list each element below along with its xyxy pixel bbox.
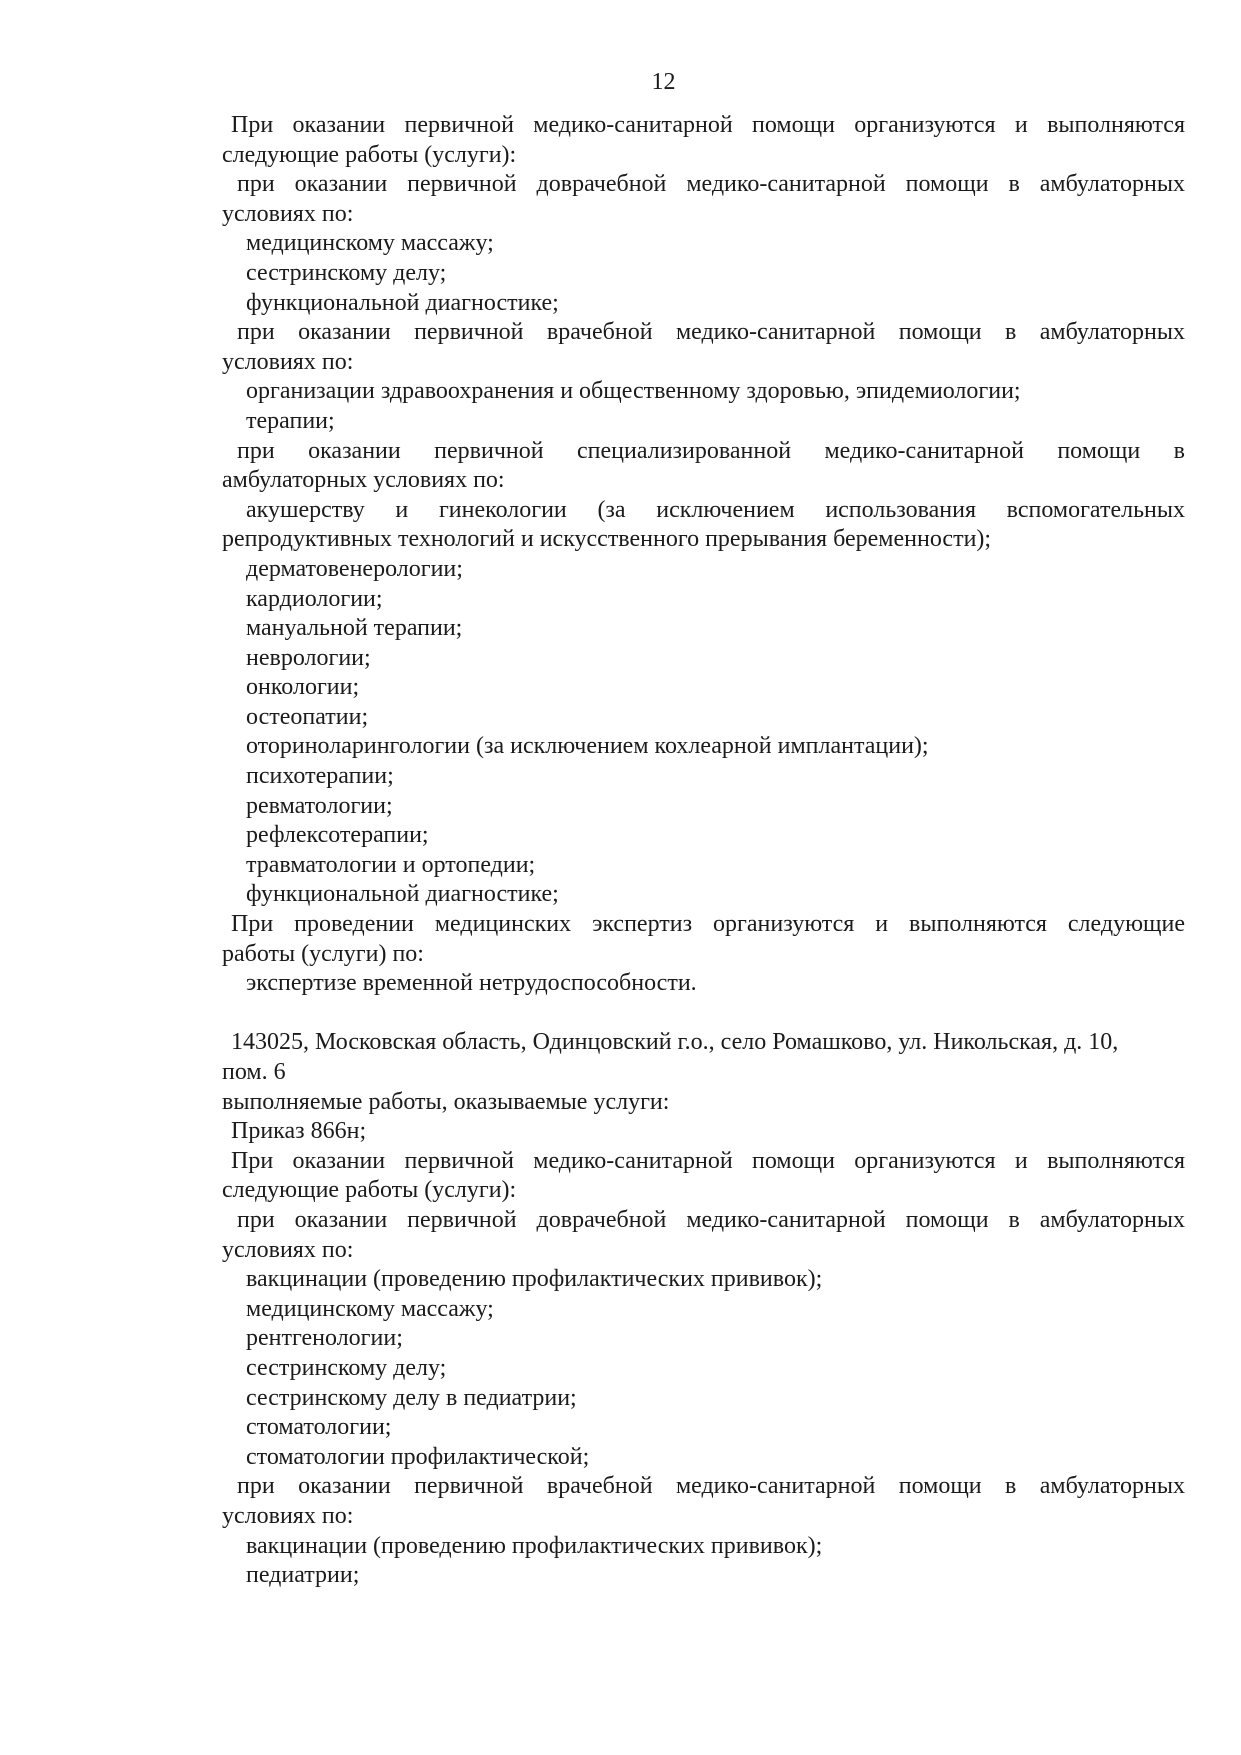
text-line: следующие работы (услуги):	[222, 141, 517, 168]
text-line: онкологии;	[246, 674, 360, 701]
text-line: функциональной диагностике;	[246, 881, 559, 908]
text-line: организации здравоохранения и общественному здоровью, эпидемиологии;	[246, 378, 1021, 405]
text-line: стоматологии профилактической;	[246, 1443, 590, 1470]
text-line: сестринскому делу;	[246, 1354, 447, 1381]
text-line: вакцинации (проведению профилактических прививок);	[246, 1532, 823, 1559]
text-line: при оказании первичной доврачебной медико-санитарной помощи в амбулаторных	[237, 171, 1185, 198]
text-line: работы (услуги) по:	[222, 940, 424, 967]
text-line: неврологии;	[246, 644, 371, 671]
text-line: рентгенологии;	[246, 1325, 403, 1352]
text-line: мануальной терапии;	[246, 615, 463, 642]
text-line: при оказании первичной врачебной медико-санитарной помощи в амбулаторных	[237, 1473, 1185, 1500]
text-line: При проведении медицинских экспертиз организуются и выполняются следующие	[231, 911, 1185, 938]
text-line: сестринскому делу в педиатрии;	[246, 1384, 577, 1411]
text-line: кардиологии;	[246, 585, 383, 612]
text-line: пом. 6	[222, 1059, 286, 1085]
text-line: медицинскому массажу;	[246, 230, 494, 257]
text-line: при оказании первичной доврачебной медико-санитарной помощи в амбулаторных	[237, 1206, 1185, 1233]
text-line: 143025, Московская область, Одинцовский г.о., село Ромашково, ул. Никольская, д. 10,	[231, 1029, 1119, 1056]
text-line: амбулаторных условиях по:	[222, 467, 505, 494]
text-line: условиях по:	[222, 348, 354, 375]
text-line: при оказании первичной специализированной медико-санитарной помощи в	[237, 437, 1185, 464]
text-line: медицинскому массажу;	[246, 1295, 494, 1322]
text-line: условиях по:	[222, 1502, 354, 1529]
text-line: При оказании первичной медико-санитарной помощи организуются и выполняются	[231, 112, 1185, 138]
text-line: рефлексотерапии;	[246, 822, 429, 849]
text-line: условиях по:	[222, 200, 354, 227]
text-line: ревматологии;	[246, 792, 393, 819]
text-line: следующие работы (услуги):	[222, 1177, 517, 1204]
text-line: оториноларингологии (за исключением кохлеарной имплантации);	[246, 733, 929, 760]
text-line: сестринскому делу;	[246, 259, 447, 286]
text-line: дерматовенерологии;	[246, 555, 463, 582]
text-line: травматологии и ортопедии;	[246, 851, 536, 878]
text-line: при оказании первичной врачебной медико-санитарной помощи в амбулаторных	[237, 319, 1185, 346]
text-line: репродуктивных технологий и искусственного прерывания беременности);	[222, 526, 992, 553]
text-line: функциональной диагностике;	[246, 289, 559, 316]
text-line: психотерапии;	[246, 763, 394, 790]
document-text-block	[222, 111, 1185, 1591]
text-line: условиях по:	[222, 1236, 354, 1263]
text-line: остеопатии;	[246, 703, 369, 730]
text-line: терапии;	[246, 407, 335, 434]
text-line: акушерству и гинекологии (за исключением использования вспомогательных	[246, 496, 1185, 523]
text-line: Приказ 866н;	[231, 1118, 367, 1145]
text-line: стоматологии;	[246, 1414, 392, 1441]
blank-line	[222, 999, 1185, 1029]
text-line: выполняемые работы, оказываемые услуги:	[222, 1088, 670, 1115]
text-line: педиатрии;	[246, 1562, 360, 1589]
text-line: При оказании первичной медико-санитарной помощи организуются и выполняются	[231, 1147, 1185, 1174]
text-line: экспертизе временной нетрудоспособности.	[246, 970, 697, 997]
text-line: вакцинации (проведению профилактических прививок);	[246, 1266, 823, 1293]
page-number: 12	[651, 69, 676, 95]
